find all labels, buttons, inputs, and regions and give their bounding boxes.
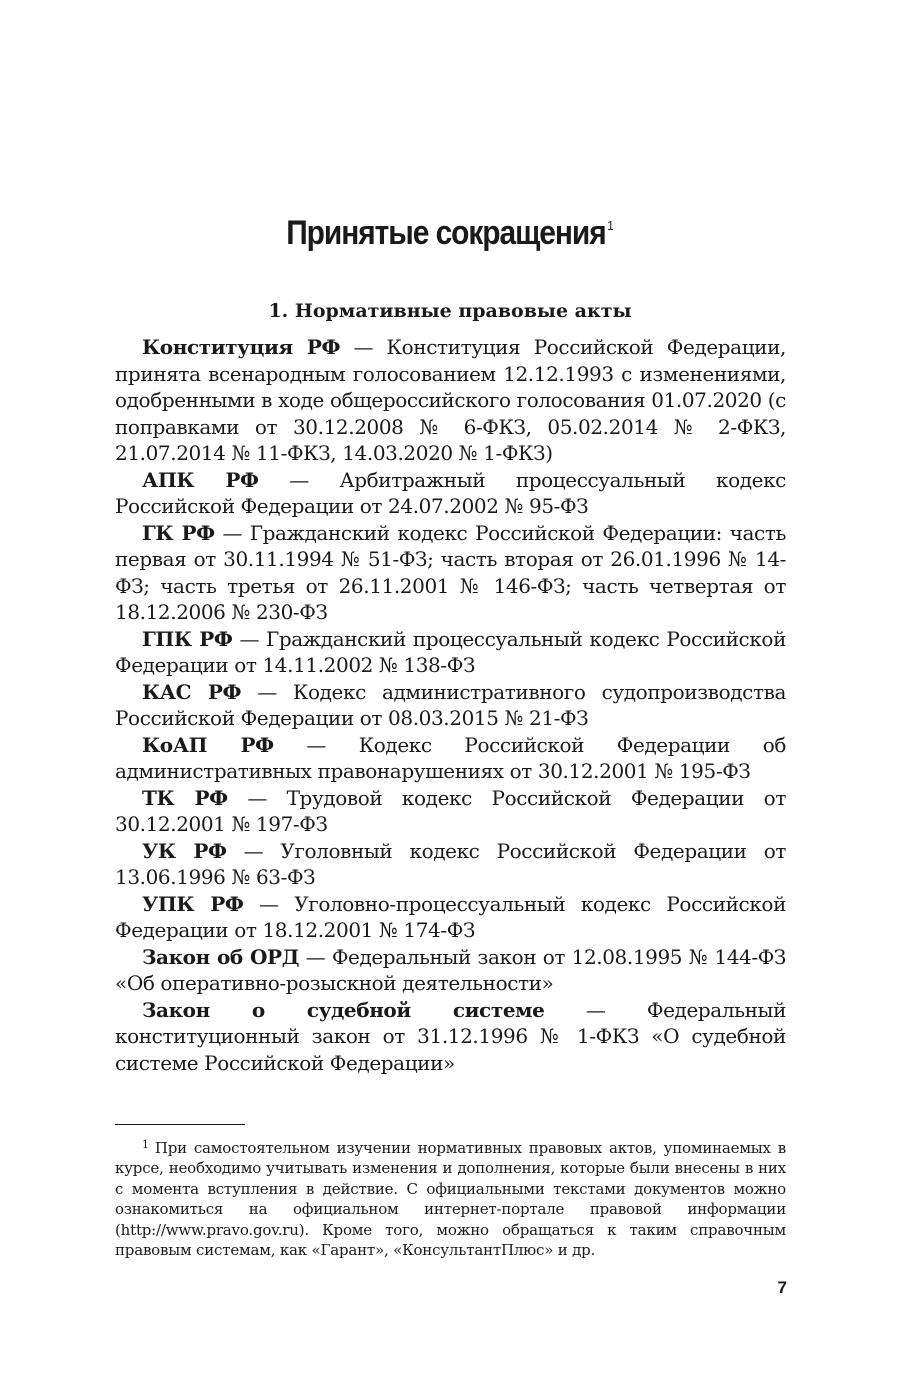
abbreviation-list xyxy=(115,334,786,1076)
abbreviation-term: ГК РФ xyxy=(142,520,215,545)
abbreviation-definition: — Федеральный закон от 12.08.1995 № 144-ФЗ «Об оперативно-розыскной деятельности» xyxy=(115,944,786,995)
abbreviation-entry xyxy=(115,467,786,520)
footnote-paragraph xyxy=(115,1135,786,1260)
abbreviation-definition: — Арбитражный процессуальный кодекс Российской Федерации от 24.07.2002 № 95-ФЗ xyxy=(115,467,786,518)
footnote-divider xyxy=(115,1124,245,1125)
abbreviation-definition: — Гражданский кодекс Российской Федерации: часть первая от 30.11.1994 № 51-ФЗ; часть вторая от 26.01.1996 № 14-ФЗ; часть третья от 26.11.2001 № 146-ФЗ; часть четвертая от 18.12.2006 № 230-ФЗ xyxy=(115,520,786,624)
abbreviation-entry xyxy=(115,997,786,1077)
abbreviation-entry xyxy=(115,838,786,891)
footnote-mark: 1 xyxy=(142,1138,149,1151)
title-footnote-mark: 1 xyxy=(607,218,614,233)
abbreviation-definition: — Кодекс Российской Федерации об административных правонарушениях от 30.12.2001 № 195-ФЗ xyxy=(115,732,786,783)
abbreviation-definition: — Федеральный конституционный закон от 31.12.1996 № 1-ФКЗ «О судебной системе Российской Федерации» xyxy=(115,997,786,1075)
abbreviation-term: Конституция РФ xyxy=(142,335,341,359)
abbreviation-entry xyxy=(115,334,786,467)
page-number: 7 xyxy=(777,1278,787,1297)
abbreviation-definition: — Трудовой кодекс Российской Федерации от 30.12.2001 № 197-ФЗ xyxy=(115,785,786,836)
abbreviation-definition: — Уголовно-процессуальный кодекс Российской Федерации от 18.12.2001 № 174-ФЗ xyxy=(115,891,786,942)
abbreviation-entry xyxy=(115,785,786,838)
abbreviation-term: УК РФ xyxy=(142,838,227,863)
abbreviation-term: Закон о судебной системе xyxy=(142,997,545,1022)
abbreviation-term: ГПК РФ xyxy=(142,626,233,651)
abbreviation-term: УПК РФ xyxy=(142,891,244,916)
abbreviation-entry xyxy=(115,679,786,732)
abbreviation-entry xyxy=(115,626,786,679)
abbreviation-term: Закон об ОРД xyxy=(142,944,300,969)
footnote-text: При самостоятельном изучении нормативных правовых актов, упоминаемых в курсе, необходимо учитывать изменения и дополнения, которые были внесены в них с момента вступления в действие. С официальными текстами документов можно ознакомиться на официальном интернет-портале правовой информации (http://www.pravo.gov.ru). Кроме того, можно обращаться к таким справочным правовым системам, как «Гарант», «КонсультантПлюс» и др. xyxy=(115,1139,786,1260)
abbreviation-entry xyxy=(115,520,786,626)
abbreviation-term: ТК РФ xyxy=(142,785,228,810)
footnote xyxy=(115,1135,786,1260)
abbreviation-definition: — Гражданский процессуальный кодекс Российской Федерации от 14.11.2002 № 138-ФЗ xyxy=(115,626,786,677)
abbreviation-entry xyxy=(115,944,786,997)
section-heading: 1. Нормативные правовые акты xyxy=(268,300,632,322)
abbreviation-entry xyxy=(115,891,786,944)
abbreviation-term: КоАП РФ xyxy=(142,732,274,757)
page-title-text: Принятые сокращения xyxy=(286,214,606,252)
abbreviation-entry xyxy=(115,732,786,785)
abbreviation-definition: — Кодекс административного судопроизводства Российской Федерации от 08.03.2015 № 21-ФЗ xyxy=(115,679,786,730)
abbreviation-definition: — Конституция Российской Федерации, принята всенародным голосованием 12.12.1993 с изменениями, одобренными в ходе общероссийского голосования 01.07.2020 (с поправками от 30.12.2008 № 6-ФКЗ, 05.02.2014 № 2-ФКЗ, 21.07.2014 № 11-ФКЗ, 14.03.2020 № 1-ФКЗ) xyxy=(115,335,786,465)
abbreviation-definition: — Уголовный кодекс Российской Федерации от 13.06.1996 № 63-ФЗ xyxy=(115,838,786,889)
abbreviation-term: КАС РФ xyxy=(142,679,242,704)
abbreviation-term: АПК РФ xyxy=(142,467,259,492)
page-title xyxy=(54,214,846,253)
